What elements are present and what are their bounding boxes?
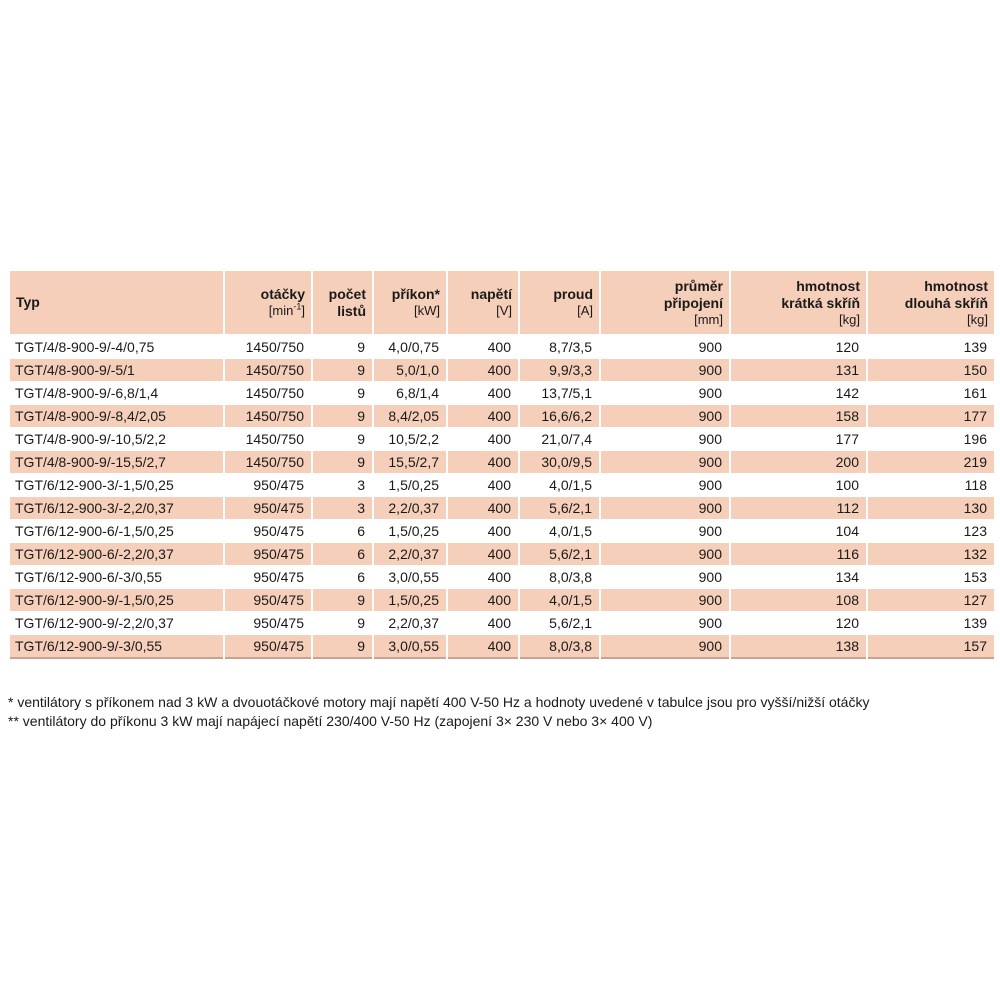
cell-napeti: 400 xyxy=(448,336,518,359)
cell-otacky: 1450/750 xyxy=(225,451,311,474)
cell-otacky: 950/475 xyxy=(225,474,311,497)
cell-typ: TGT/4/8-900-9/-8,4/2,05 xyxy=(10,405,223,428)
cell-hmotnost-kratka: 108 xyxy=(731,589,866,612)
cell-hmotnost-dlouha: 153 xyxy=(868,566,994,589)
cell-hmotnost-dlouha: 118 xyxy=(868,474,994,497)
cell-prikon: 3,0/0,55 xyxy=(374,635,446,659)
cell-napeti: 400 xyxy=(448,566,518,589)
cell-prikon: 1,5/0,25 xyxy=(374,520,446,543)
cell-prumer: 900 xyxy=(601,451,729,474)
cell-pocet-listu: 3 xyxy=(313,497,372,520)
cell-otacky: 950/475 xyxy=(225,543,311,566)
table-row xyxy=(10,520,994,543)
table-row xyxy=(10,336,994,359)
cell-proud: 16,6/6,2 xyxy=(520,405,599,428)
cell-napeti: 400 xyxy=(448,474,518,497)
table-row xyxy=(10,589,994,612)
cell-prikon: 8,4/2,05 xyxy=(374,405,446,428)
cell-typ: TGT/6/12-900-3/-1,5/0,25 xyxy=(10,474,223,497)
cell-pocet-listu: 6 xyxy=(313,566,372,589)
cell-proud: 4,0/1,5 xyxy=(520,474,599,497)
cell-prumer: 900 xyxy=(601,382,729,405)
cell-pocet-listu: 6 xyxy=(313,543,372,566)
cell-pocet-listu: 9 xyxy=(313,382,372,405)
cell-prikon: 5,0/1,0 xyxy=(374,359,446,382)
cell-typ: TGT/6/12-900-3/-2,2/0,37 xyxy=(10,497,223,520)
footnotes xyxy=(8,693,994,731)
cell-otacky: 1450/750 xyxy=(225,336,311,359)
cell-hmotnost-dlouha: 157 xyxy=(868,635,994,659)
cell-hmotnost-dlouha: 161 xyxy=(868,382,994,405)
cell-proud: 8,0/3,8 xyxy=(520,566,599,589)
cell-otacky: 1450/750 xyxy=(225,359,311,382)
cell-proud: 5,6/2,1 xyxy=(520,497,599,520)
cell-napeti: 400 xyxy=(448,589,518,612)
cell-typ: TGT/4/8-900-9/-6,8/1,4 xyxy=(10,382,223,405)
cell-pocet-listu: 9 xyxy=(313,359,372,382)
cell-pocet-listu: 6 xyxy=(313,520,372,543)
cell-prumer: 900 xyxy=(601,612,729,635)
header-typ: Typ xyxy=(10,271,223,336)
cell-pocet-listu: 9 xyxy=(313,589,372,612)
cell-hmotnost-kratka: 100 xyxy=(731,474,866,497)
cell-prikon: 4,0/0,75 xyxy=(374,336,446,359)
cell-proud: 21,0/7,4 xyxy=(520,428,599,451)
header-napeti: napětí [V] xyxy=(448,271,518,336)
cell-hmotnost-dlouha: 123 xyxy=(868,520,994,543)
cell-pocet-listu: 3 xyxy=(313,474,372,497)
cell-otacky: 950/475 xyxy=(225,566,311,589)
cell-otacky: 950/475 xyxy=(225,497,311,520)
cell-typ: TGT/6/12-900-6/-3/0,55 xyxy=(10,566,223,589)
header-hmotnost-dlouha: hmotnost dlouhá skříň [kg] xyxy=(868,271,994,336)
cell-hmotnost-kratka: 177 xyxy=(731,428,866,451)
cell-prumer: 900 xyxy=(601,589,729,612)
table-row xyxy=(10,566,994,589)
cell-hmotnost-dlouha: 150 xyxy=(868,359,994,382)
cell-prumer: 900 xyxy=(601,520,729,543)
cell-prumer: 900 xyxy=(601,497,729,520)
cell-otacky: 1450/750 xyxy=(225,405,311,428)
cell-otacky: 1450/750 xyxy=(225,428,311,451)
table-body xyxy=(10,336,994,659)
cell-prikon: 2,2/0,37 xyxy=(374,543,446,566)
cell-hmotnost-kratka: 134 xyxy=(731,566,866,589)
cell-hmotnost-dlouha: 127 xyxy=(868,589,994,612)
cell-hmotnost-dlouha: 177 xyxy=(868,405,994,428)
cell-proud: 5,6/2,1 xyxy=(520,612,599,635)
cell-proud: 9,9/3,3 xyxy=(520,359,599,382)
footnote-1: * ventilátory s příkonem nad 3 kW a dvouotáčkové motory mají napětí 400 V-50 Hz a hodnoty uvedené v tabulce jsou pro vyšší/nižší otáčky xyxy=(8,694,870,710)
table-row xyxy=(10,428,994,451)
cell-typ: TGT/6/12-900-6/-2,2/0,37 xyxy=(10,543,223,566)
cell-prikon: 3,0/0,55 xyxy=(374,566,446,589)
cell-otacky: 950/475 xyxy=(225,589,311,612)
cell-hmotnost-kratka: 138 xyxy=(731,635,866,659)
cell-pocet-listu: 9 xyxy=(313,612,372,635)
cell-hmotnost-kratka: 120 xyxy=(731,336,866,359)
cell-hmotnost-kratka: 158 xyxy=(731,405,866,428)
fan-spec-table xyxy=(8,271,996,659)
cell-prikon: 1,5/0,25 xyxy=(374,589,446,612)
cell-typ: TGT/6/12-900-9/-3/0,55 xyxy=(10,635,223,659)
cell-typ: TGT/6/12-900-9/-1,5/0,25 xyxy=(10,589,223,612)
cell-otacky: 1450/750 xyxy=(225,382,311,405)
cell-napeti: 400 xyxy=(448,612,518,635)
cell-proud: 8,7/3,5 xyxy=(520,336,599,359)
cell-prumer: 900 xyxy=(601,566,729,589)
cell-hmotnost-kratka: 131 xyxy=(731,359,866,382)
cell-hmotnost-dlouha: 139 xyxy=(868,612,994,635)
table-row xyxy=(10,497,994,520)
cell-proud: 13,7/5,1 xyxy=(520,382,599,405)
cell-hmotnost-dlouha: 219 xyxy=(868,451,994,474)
cell-otacky: 950/475 xyxy=(225,520,311,543)
header-prikon: příkon* [kW] xyxy=(374,271,446,336)
cell-napeti: 400 xyxy=(448,359,518,382)
cell-hmotnost-dlouha: 196 xyxy=(868,428,994,451)
cell-prikon: 10,5/2,2 xyxy=(374,428,446,451)
cell-typ: TGT/4/8-900-9/-10,5/2,2 xyxy=(10,428,223,451)
cell-typ: TGT/4/8-900-9/-15,5/2,7 xyxy=(10,451,223,474)
cell-typ: TGT/4/8-900-9/-4/0,75 xyxy=(10,336,223,359)
header-pocet-listu: počet listů xyxy=(313,271,372,336)
cell-napeti: 400 xyxy=(448,543,518,566)
cell-hmotnost-kratka: 112 xyxy=(731,497,866,520)
cell-prikon: 2,2/0,37 xyxy=(374,497,446,520)
cell-hmotnost-kratka: 200 xyxy=(731,451,866,474)
cell-hmotnost-dlouha: 139 xyxy=(868,336,994,359)
cell-prumer: 900 xyxy=(601,428,729,451)
cell-hmotnost-dlouha: 130 xyxy=(868,497,994,520)
table-row xyxy=(10,543,994,566)
cell-otacky: 950/475 xyxy=(225,612,311,635)
footnote-2: ** ventilátory do příkonu 3 kW mají napájecí napětí 230/400 V-50 Hz (zapojení 3× 230 V nebo 3× 400 V) xyxy=(8,713,653,729)
cell-prikon: 2,2/0,37 xyxy=(374,612,446,635)
table-row xyxy=(10,474,994,497)
cell-hmotnost-kratka: 104 xyxy=(731,520,866,543)
table-row xyxy=(10,405,994,428)
cell-pocet-listu: 9 xyxy=(313,405,372,428)
cell-pocet-listu: 9 xyxy=(313,451,372,474)
cell-typ: TGT/4/8-900-9/-5/1 xyxy=(10,359,223,382)
cell-proud: 4,0/1,5 xyxy=(520,589,599,612)
cell-prumer: 900 xyxy=(601,336,729,359)
cell-napeti: 400 xyxy=(448,382,518,405)
table-row xyxy=(10,359,994,382)
cell-typ: TGT/6/12-900-6/-1,5/0,25 xyxy=(10,520,223,543)
cell-hmotnost-kratka: 120 xyxy=(731,612,866,635)
cell-pocet-listu: 9 xyxy=(313,428,372,451)
cell-pocet-listu: 9 xyxy=(313,336,372,359)
cell-pocet-listu: 9 xyxy=(313,635,372,659)
table-header-row xyxy=(10,271,994,336)
table-row xyxy=(10,635,994,659)
cell-hmotnost-kratka: 142 xyxy=(731,382,866,405)
cell-prikon: 1,5/0,25 xyxy=(374,474,446,497)
cell-prumer: 900 xyxy=(601,543,729,566)
table-row xyxy=(10,451,994,474)
cell-hmotnost-kratka: 116 xyxy=(731,543,866,566)
cell-proud: 30,0/9,5 xyxy=(520,451,599,474)
cell-prumer: 900 xyxy=(601,635,729,659)
header-hmotnost-kratka: hmotnost krátká skříň [kg] xyxy=(731,271,866,336)
cell-napeti: 400 xyxy=(448,428,518,451)
cell-prikon: 15,5/2,7 xyxy=(374,451,446,474)
table-row xyxy=(10,612,994,635)
cell-prumer: 900 xyxy=(601,405,729,428)
header-prumer: průměr připojení [mm] xyxy=(601,271,729,336)
cell-napeti: 400 xyxy=(448,451,518,474)
header-proud: proud [A] xyxy=(520,271,599,336)
cell-otacky: 950/475 xyxy=(225,635,311,659)
cell-napeti: 400 xyxy=(448,635,518,659)
cell-proud: 8,0/3,8 xyxy=(520,635,599,659)
cell-napeti: 400 xyxy=(448,497,518,520)
cell-prumer: 900 xyxy=(601,359,729,382)
cell-napeti: 400 xyxy=(448,520,518,543)
cell-prikon: 6,8/1,4 xyxy=(374,382,446,405)
cell-napeti: 400 xyxy=(448,405,518,428)
cell-prumer: 900 xyxy=(601,474,729,497)
table-row xyxy=(10,382,994,405)
cell-typ: TGT/6/12-900-9/-2,2/0,37 xyxy=(10,612,223,635)
cell-proud: 5,6/2,1 xyxy=(520,543,599,566)
cell-proud: 4,0/1,5 xyxy=(520,520,599,543)
header-otacky: otáčky $[\min^{-1}]$ xyxy=(225,271,311,336)
cell-hmotnost-dlouha: 132 xyxy=(868,543,994,566)
